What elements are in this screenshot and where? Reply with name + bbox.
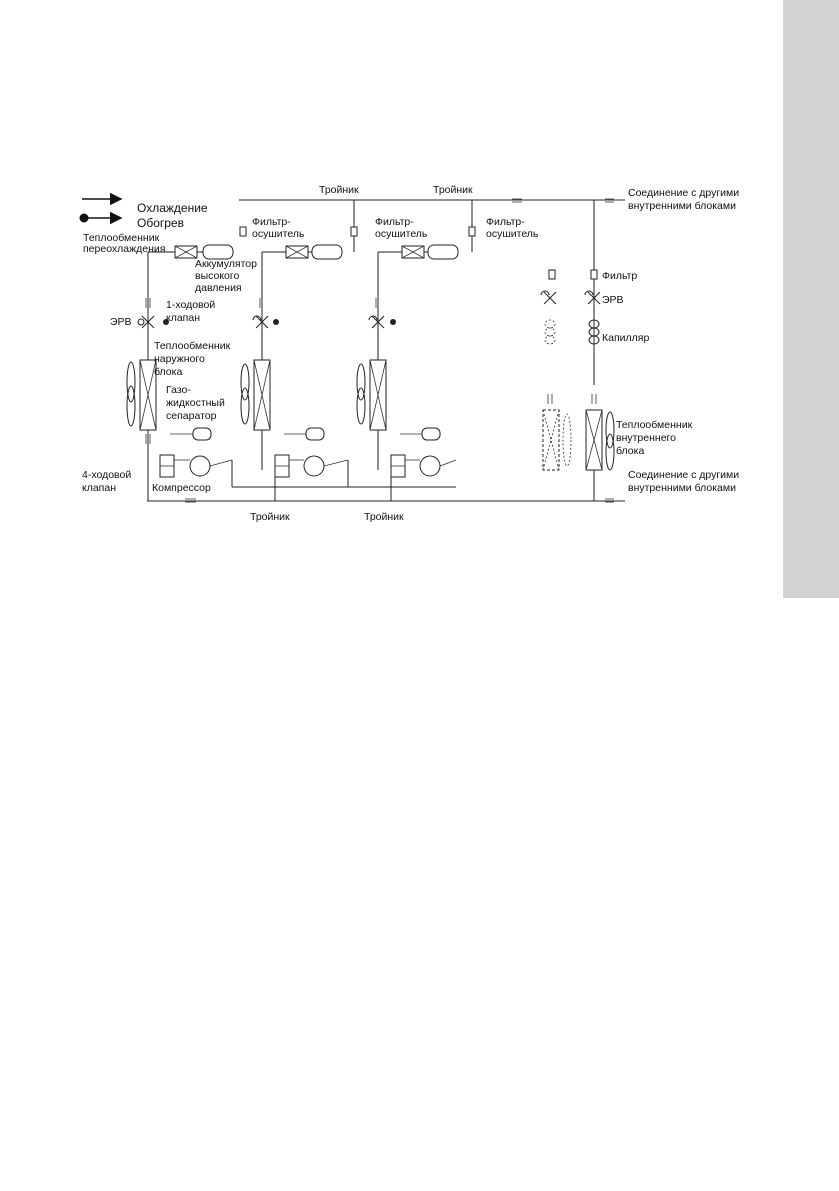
- tee-top-1-label: Тройник: [319, 184, 359, 196]
- filter-dryer-1-label-2: осушитель: [252, 228, 305, 240]
- filter-dryer-3-label-2: осушитель: [486, 228, 539, 240]
- tee-top-2-label: Тройник: [433, 184, 473, 196]
- connection-top-label-1: Соединение с другими: [628, 187, 740, 199]
- connection-bottom-label-2: внутренними блоками: [628, 482, 736, 494]
- accumulator-label-1: Аккумулятор: [195, 258, 257, 270]
- legend: [80, 199, 208, 230]
- filter-dryer-3-icon: [402, 245, 458, 259]
- tee-bottom-2-label: Тройник: [364, 511, 404, 523]
- accumulator-label-2: высокого: [195, 270, 240, 282]
- four-way-valve-label-1: 4-ходовой: [82, 469, 132, 481]
- accumulator-label-3: давления: [195, 282, 242, 294]
- legend-heating-label: Обогрев: [137, 216, 184, 230]
- heating-dot-icon: [80, 214, 89, 223]
- separator-label-3: сепаратор: [166, 410, 217, 422]
- indoor-hx-label-3: блока: [616, 445, 645, 457]
- indoor-filter-label: Фильтр: [602, 270, 638, 282]
- capillary-icon: [545, 320, 599, 344]
- outdoor-hx-label-3: блока: [154, 366, 183, 378]
- separator-label-1: Газо-: [166, 384, 191, 396]
- filter-dryer-3-label-1: Фильтр-: [486, 216, 525, 228]
- erv-valve-3-icon: [369, 316, 396, 328]
- outdoor-hx-3-icon: [357, 360, 386, 430]
- filter-dryer-2-label-2: осушитель: [375, 228, 428, 240]
- one-way-valve-label-2: клапан: [166, 312, 201, 324]
- outdoor-hx-label-1: Теплообменник: [154, 340, 231, 352]
- erv-valve-2-icon: [253, 316, 279, 328]
- labels: [82, 184, 739, 523]
- separator-label-2: жидкостный: [166, 397, 225, 409]
- indoor-hx-label-2: внутреннего: [616, 432, 676, 444]
- compressor-group-3-icon: [391, 428, 456, 477]
- subcooling-hx-label-2: переохлаждения: [83, 243, 166, 255]
- connection-top-label-2: внутренними блоками: [628, 200, 736, 212]
- outdoor-hx-label-2: наружного: [154, 353, 205, 365]
- filter-dryer-2-label-1: Фильтр-: [375, 216, 414, 228]
- indoor-erv-label: ЭРВ: [602, 294, 624, 306]
- outdoor-hx-1-icon: [127, 360, 156, 430]
- four-way-valve-label-2: клапан: [82, 482, 117, 494]
- indoor-hx-label-1: Теплообменник: [616, 419, 693, 431]
- legend-cooling-label: Охлаждение: [137, 201, 208, 215]
- compressor-group-1-icon: [160, 428, 232, 477]
- indoor-hx-icon: [543, 410, 614, 470]
- erv-outdoor-label: ЭРВ: [110, 316, 132, 328]
- outdoor-hx-2-icon: [241, 360, 270, 430]
- capillary-label: Капилляр: [602, 332, 650, 344]
- compressor-group-2-icon: [275, 428, 348, 477]
- indoor-erv-icon: [541, 291, 600, 304]
- connection-bottom-label-1: Соединение с другими: [628, 469, 740, 481]
- erv-valve-1-icon: [138, 316, 169, 328]
- filter-dryer-1-label-1: Фильтр-: [252, 216, 291, 228]
- subcooling-hx-label-1: Теплообменник: [83, 232, 160, 244]
- indoor-filter-icon: [549, 270, 597, 279]
- one-way-valve-label-1: 1-ходовой: [166, 299, 216, 311]
- accumulator-icon: [203, 245, 233, 259]
- tee-bottom-1-label: Тройник: [250, 511, 290, 523]
- subcooling-hx-icon: [175, 246, 197, 258]
- compressor-label: Компрессор: [152, 482, 211, 494]
